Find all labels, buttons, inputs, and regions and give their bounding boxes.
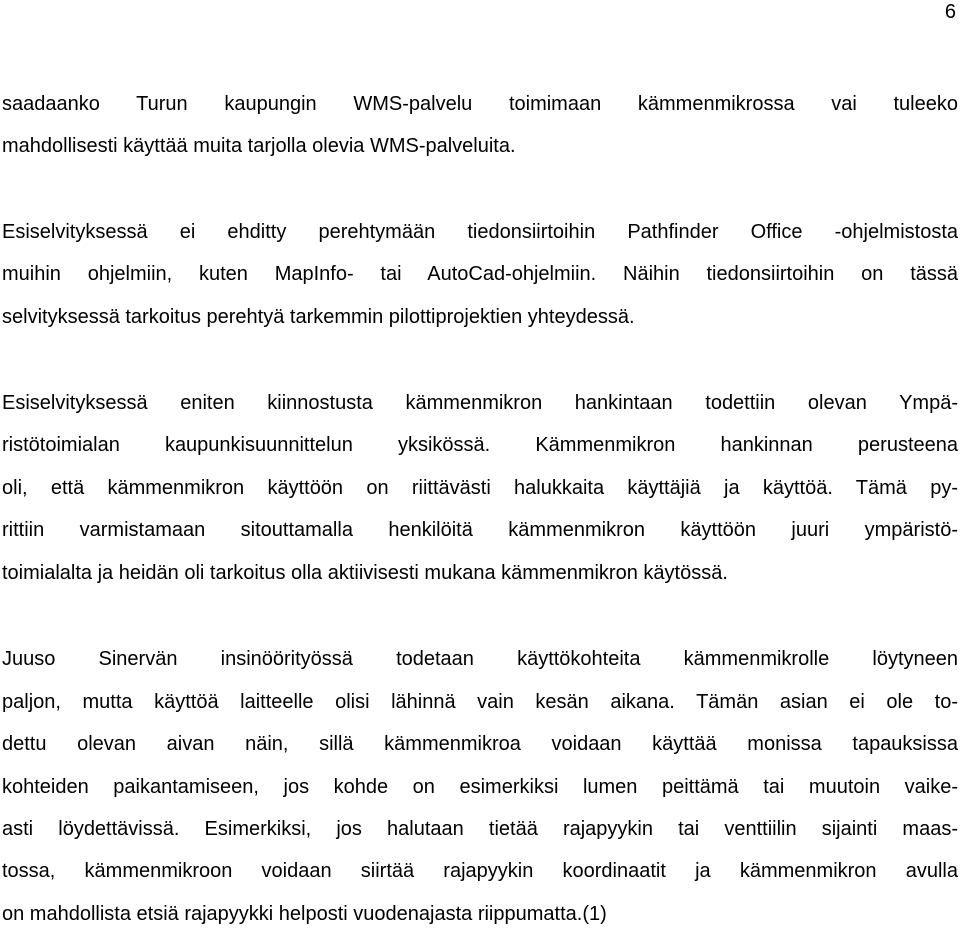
text-line: oli, että kämmenmikron käyttöön on riittävästi halukkaita käyttäjiä ja käyttöä. Tämä py-: [2, 477, 958, 499]
text-line: tossa, kämmenmikroon voidaan siirtää rajapyykin koordinaatit ja kämmenmikron avulla: [2, 860, 958, 882]
text-line: ristötoimialan kaupunkisuunnittelun yksikössä. Kämmenmikron hankinnan perusteena: [2, 434, 958, 456]
text-line: selvityksessä tarkoitus perehtyä tarkemmin pilottiprojektien yhteydessä.: [2, 306, 635, 328]
text-line: rittiin varmistamaan sitouttamalla henkilöitä kämmenmikron käyttöön juuri ympäristö-: [2, 519, 958, 541]
text-line: paljon, mutta käyttöä laitteelle olisi lähinnä vain kesän aikana. Tämän asian ei ole to-: [2, 691, 958, 713]
text-line: Juuso Sinervän insinöörityössä todetaan käyttökohteita kämmenmikrolle löytyneen: [2, 648, 958, 670]
text-line: dettu olevan aivan näin, sillä kämmenmikroa voidaan käyttää monissa tapauksissa: [2, 733, 958, 755]
text-line: on mahdollista etsiä rajapyykki helposti vuodenajasta riippumatta.(1): [2, 903, 607, 925]
page-number: 6: [944, 1, 956, 23]
text-line: asti löydettävissä. Esimerkiksi, jos halutaan tietää rajapyykin tai venttiilin sijainti maas-: [2, 818, 958, 840]
text-line: saadaanko Turun kaupungin WMS-palvelu toimimaan kämmenmikrossa vai tuleeko: [2, 93, 958, 115]
text-line: muihin ohjelmiin, kuten MapInfo- tai AutoCad-ohjelmiin. Näihin tiedonsiirtoihin on tässä: [2, 263, 958, 285]
text-line: toimialalta ja heidän oli tarkoitus olla aktiivisesti mukana kämmenmikron käytössä.: [2, 562, 728, 584]
text-line: kohteiden paikantamiseen, jos kohde on esimerkiksi lumen peittämä tai muutoin vaike-: [2, 776, 958, 798]
text-line: Esiselvityksessä ei ehditty perehtymään tiedonsiirtoihin Pathfinder Office -ohjelmistosta: [2, 221, 958, 243]
text-line: Esiselvityksessä eniten kiinnostusta kämmenmikron hankintaan todettiin olevan Ympä-: [2, 392, 958, 414]
text-line: mahdollisesti käyttää muita tarjolla olevia WMS-palveluita.: [2, 135, 516, 157]
